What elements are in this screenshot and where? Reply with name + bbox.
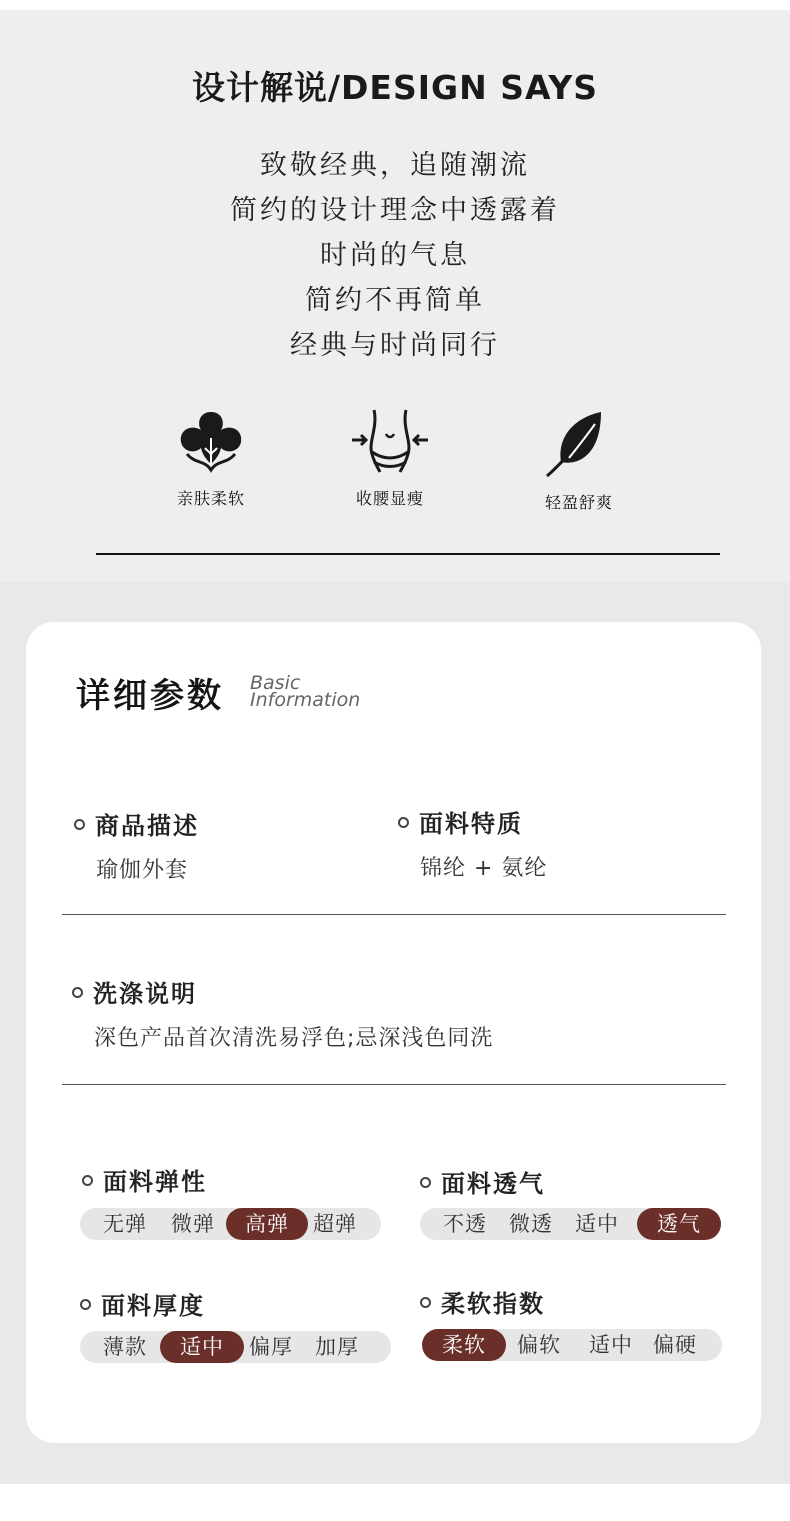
scale-option: 无弹 [103,1212,147,1236]
feature-light [509,408,649,513]
breathability-label: 面料透气 [441,1170,545,1198]
washing-label: 洗涤说明 [93,980,197,1008]
scale-option-selected: 适中 [160,1331,244,1363]
scale-option: 不透 [443,1212,487,1236]
bullet-icon [82,1175,93,1186]
description-label: 商品描述 [95,812,199,840]
params-subtitle [250,672,361,711]
feature-label: 轻盈舒爽 [544,493,613,512]
elasticity-label: 面料弹性 [103,1168,207,1196]
divider [62,914,726,915]
design-title: 设计解说/DESIGN SAYS [191,68,599,107]
bullet-icon [80,1299,91,1310]
leaf-icon [543,408,615,478]
softness-heading [420,1284,545,1319]
scale-option: 偏厚 [249,1335,293,1359]
scale-option: 微弹 [171,1212,215,1236]
softness-label: 柔软指数 [441,1290,545,1318]
breathability-heading [420,1164,545,1199]
params-title: 详细参数 [76,676,224,716]
design-line: 经典与时尚同行 [290,330,500,361]
bullet-icon [74,819,85,830]
params-subtitle-line1: Basic [250,672,301,694]
feature-slim-waist [320,408,460,509]
scale-option: 超弹 [313,1212,357,1236]
bullet-icon [420,1177,431,1188]
washing-value: 深色产品首次清洗易浮色;忌深浅色同洗 [94,1026,494,1051]
design-line: 致敬经典，追随潮流 [260,150,530,181]
cotton-icon [175,408,247,474]
thickness-label: 面料厚度 [101,1292,205,1320]
design-line: 时尚的气息 [320,240,470,271]
elasticity-scale [80,1208,381,1240]
fabric-label: 面料特质 [419,810,523,838]
scale-option: 薄款 [103,1335,147,1359]
scale-option: 适中 [589,1333,633,1357]
breathability-scale [420,1208,721,1240]
feature-label: 亲肤柔软 [176,489,245,508]
bullet-icon [72,987,83,998]
design-line: 简约不再简单 [305,285,485,316]
scale-option-selected: 高弹 [226,1208,308,1240]
scale-option: 偏硬 [653,1333,697,1357]
design-line: 简约的设计理念中透露着 [230,195,560,226]
divider [62,1084,726,1085]
thickness-scale [80,1331,391,1363]
scale-option-selected: 透气 [637,1208,721,1240]
section-divider [96,553,720,555]
washing-heading [72,974,197,1009]
description-value: 瑜伽外套 [96,858,189,883]
params-subtitle-line2: Information [250,689,361,711]
scale-option: 加厚 [315,1335,359,1359]
feature-label: 收腰显瘦 [355,489,424,508]
softness-scale [422,1329,722,1361]
fabric-value: 锦纶 + 氨纶 [420,856,548,881]
waist-icon [350,408,430,474]
scale-option-selected: 柔软 [422,1329,506,1361]
bullet-icon [420,1297,431,1308]
fabric-heading [398,804,523,839]
scale-option: 微透 [509,1212,553,1236]
thickness-heading [80,1286,205,1321]
elasticity-heading [82,1162,207,1197]
bullet-icon [398,817,409,828]
feature-skin-soft [141,408,281,509]
scale-option: 偏软 [517,1333,561,1357]
description-heading [74,806,199,841]
scale-option: 适中 [575,1212,619,1236]
